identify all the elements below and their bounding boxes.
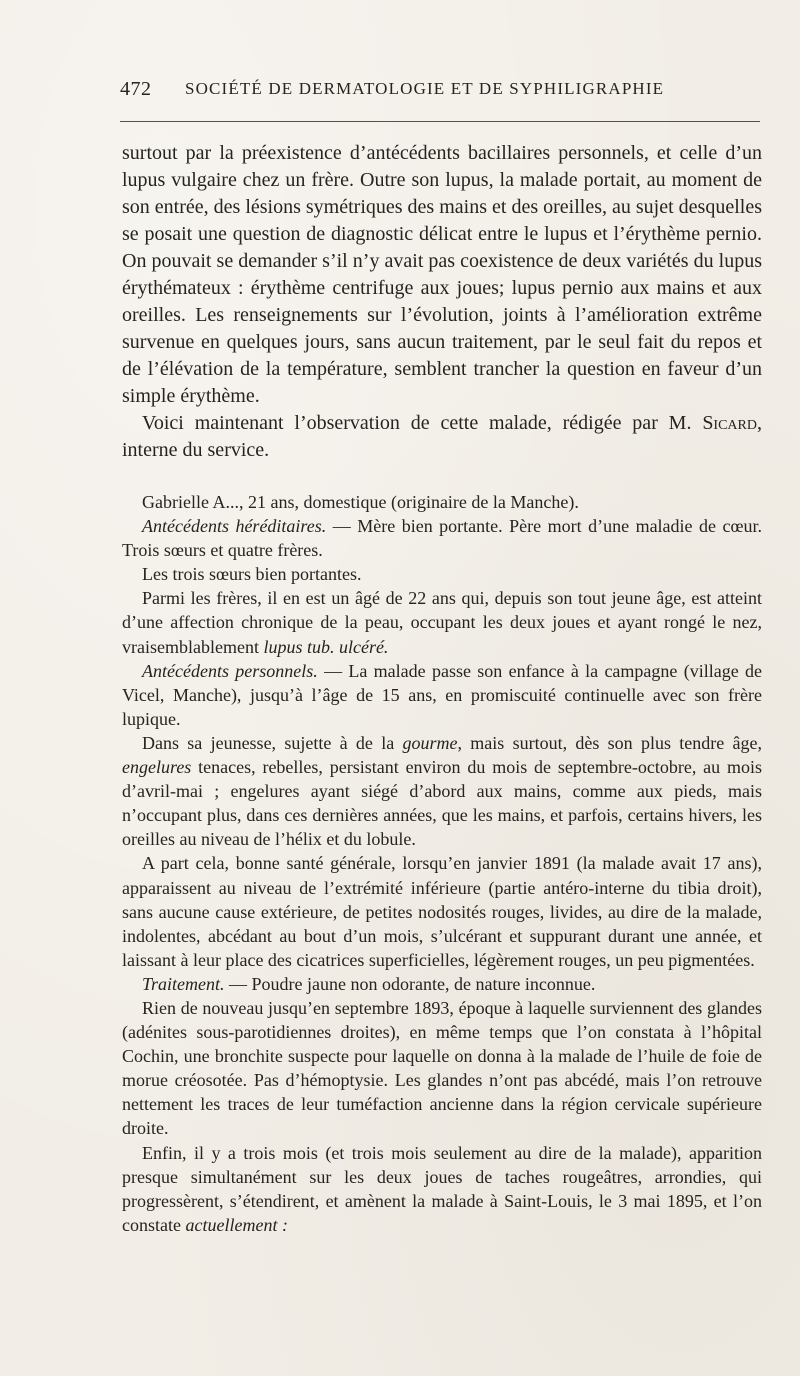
discussion-paragraph-2 (122, 410, 762, 464)
discussion-text (122, 140, 762, 464)
personal-paragraph (122, 659, 762, 731)
final-emphasis: actuellement : (185, 1214, 288, 1235)
hereditary-paragraph (122, 514, 762, 562)
treatment-paragraph (122, 972, 762, 996)
brothers-diagnosis: lupus tub. ulcéré. (263, 636, 389, 657)
youth-text-1: Dans sa jeunesse, sujette à de la (142, 732, 403, 753)
page-number: 472 (120, 78, 152, 100)
youth-engelures: engelures (122, 757, 192, 778)
final-text: Enfin, il y a trois mois (et trois mois seulement au dire de la malade), apparition presque simultanément sur les deux joues de taches rougeâtres, arrondies, qui progressèrent, s’étendirent, et amènent la malade à Saint-Louis, le 3 mai 1895, et l’on constate (122, 1142, 762, 1235)
p2-text-after: , interne du service. (122, 412, 762, 461)
treatment-text: — Poudre jaune non odorante, de nature inconnue. (224, 973, 596, 994)
brothers-paragraph (122, 586, 762, 658)
author-name: Sicard (702, 412, 757, 434)
personal-text: — La malade passe son enfance à la campagne (village de Vicel, Manche), jusqu’à l’âge de 15 ans, en promiscuité continuelle avec son frère lupique. (122, 660, 762, 729)
health-paragraph: A part cela, bonne santé générale, lorsqu’en janvier 1891 (la malade avait 17 ans), apparaissent au niveau de l’extrémité inférieure (partie antéro-interne du tibia droit), sans aucune cause extérieure, de petites nodosités rouges, livides, au dire de la malade, indolentes, abcédant au bout d’un mois, s’ulcérant et suppurant durant une année, et laissant à leur place des cicatrices superficielles, légèrement rouges, un peu pigmentées. (122, 853, 762, 970)
sisters-paragraph: Les trois sœurs bien portantes. (142, 564, 362, 585)
glands-paragraph: Rien de nouveau jusqu’en septembre 1893, époque à laquelle surviennent des glandes (adénites sous-parotidiennes droites), en même temps que l’on constata à l’hôpital Cochin, une bronchite suspecte pour laquelle on donna à la malade de l’huile de foie de morue créosotée. Pas d’hémoptysie. Les glandes n’ont pas abcédé, mais l’on retrouve nettement les traces de leur tuméfaction ancienne dans la région cervicale supérieure droite. (122, 997, 762, 1139)
discussion-paragraph-1: surtout par la préexistence d’antécédents bacillaires personnels, et celle d’un lupus vulgaire chez un frère. Outre son lupus, la malade portait, au moment de son entrée, des lésions symétriques des mains et des oreilles, au sujet desquelles se posait une question de diagnostic délicat entre le lupus et l’érythème pernio. On pouvait se demander s’il n’y avait pas coexistence de deux variétés du lupus érythémateux : érythème centrifuge aux joues; lupus pernio aux mains et aux oreilles. Les renseignements sur l’évolution, joints à l’amélioration extrême survenue en quelques jours, sans aucun traitement, par le seul fait du repos et de l’élévation de la température, semblent trancher la question en faveur d’un simple érythème. (122, 142, 762, 407)
youth-paragraph (122, 731, 762, 851)
treatment-label: Traitement. (142, 973, 225, 994)
observation-text (122, 490, 762, 1237)
hereditary-text: — Mère bien portante. Père mort d’une maladie de cœur. Trois sœurs et quatre frères. (122, 516, 762, 561)
brothers-text: Parmi les frères, il en est un âgé de 22 ans qui, depuis son tout jeune âge, est atteint d’une affection chronique de la peau, occupant les deux joues et ayant rongé le nez, vraisemblablement (122, 588, 762, 657)
running-title: SOCIÉTÉ DE DERMATOLOGIE ET DE SYPHILIGRAPHIE (185, 79, 665, 98)
observation-intro: Gabrielle A..., 21 ans, domestique (originaire de la Manche). (142, 492, 579, 512)
personal-label: Antécédents personnels. (142, 660, 318, 681)
final-paragraph (122, 1141, 762, 1237)
hereditary-label: Antécédents héréditaires. (142, 516, 327, 537)
youth-text-2: , mais surtout, dès son plus tendre âge, (457, 732, 762, 753)
youth-gourme: gourme (402, 732, 458, 753)
running-header (120, 78, 760, 104)
header-rule (120, 121, 760, 122)
p2-text-before: Voici maintenant l’observation de cette malade, rédigée par M. (142, 412, 703, 434)
youth-text-3: tenaces, rebelles, persistant environ du mois de septembre-octobre, au mois d’avril-mai ; engelures ayant siégé d’abord aux mains, comme aux pieds, mais n’occupant plus, dans ces dernières années, que les mains, et parfois, certains hivers, les oreilles au niveau de l’hélix et du lobule. (122, 757, 762, 850)
